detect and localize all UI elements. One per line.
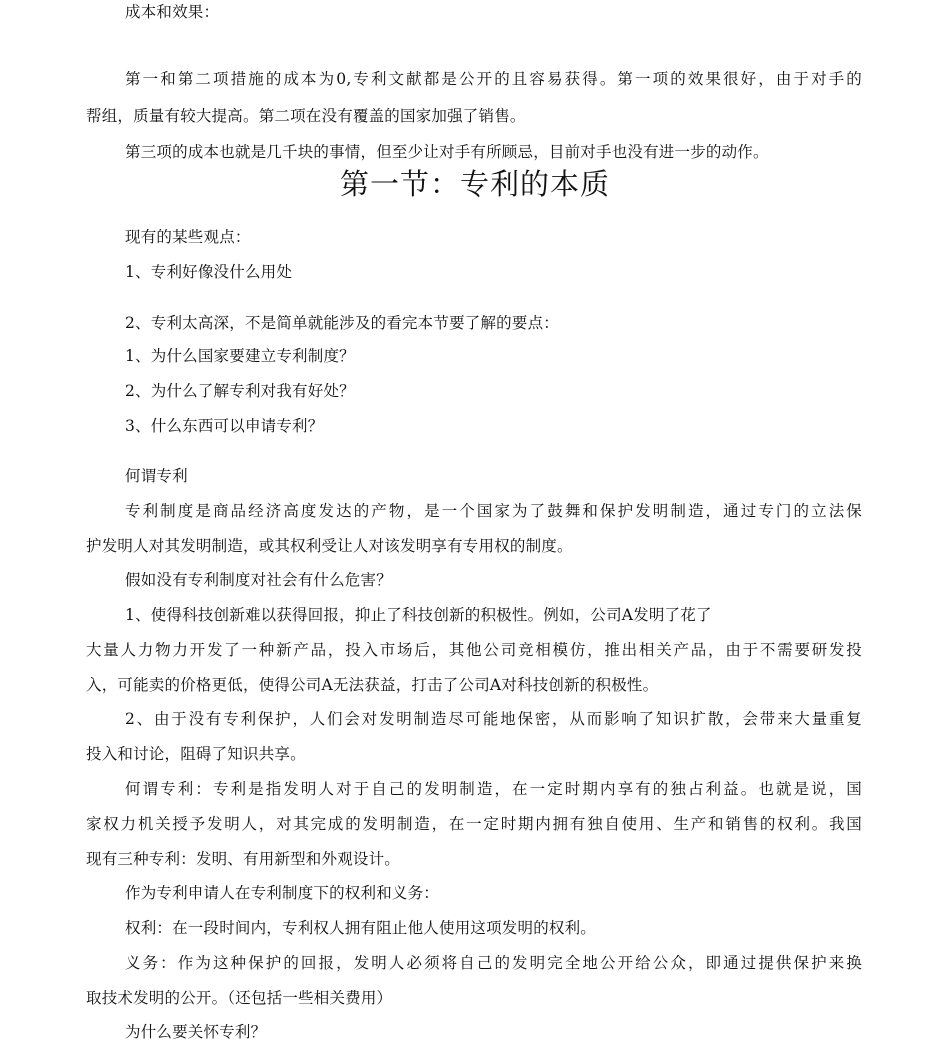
rights-duties-heading: 作为专利申请人在专利制度下的权利和义务： — [125, 884, 440, 902]
harm-item-2-line-2: 投入和讨论，阻碍了知识共享。 — [86, 745, 306, 763]
key-point-1: 1、为什么国家要建立专利制度？ — [125, 347, 355, 365]
duty-line-1: 义务：作为这种保护的回报，发明人必须将自己的发明完全地公开给公众，即通过提供保护来换 — [125, 954, 862, 972]
intro-heading: 成本和效果： — [125, 3, 220, 21]
definition-line-1: 何谓专利：专利是指发明人对于自己的发明制造，在一定时期内享有的独占利益。也就是说，国 — [125, 780, 862, 798]
key-point-3: 3、什么东西可以申请专利？ — [125, 417, 324, 435]
intro-paragraph-1-line-2: 帮组，质量有较大提高。第二项在没有覆盖的国家加强了销售。 — [86, 107, 526, 125]
definition-line-2: 家权力机关授予发明人，对其完成的发明制造，在一定时期内拥有独自使用、生产和销售的权利。我国 — [86, 815, 862, 833]
what-is-patent-heading: 何谓专利 — [125, 467, 188, 485]
intro-paragraph-1-line-1: 第一和第二项措施的成本为0,专利文献都是公开的且容易获得。第一项的效果很好，由于对手的 — [125, 70, 862, 88]
why-care-heading: 为什么要关怀专利？ — [125, 1023, 267, 1041]
harm-item-1-line-2: 大量人力物力开发了一种新产品，投入市场后，其他公司竞相模仿，推出相关产品，由于不需要研发投 — [86, 641, 862, 659]
section-title: 第一节：专利的本质 — [339, 167, 610, 201]
harm-item-2-line-1: 2、由于没有专利保护，人们会对发明制造尽可能地保密，从而影响了知识扩散，会带来大量重复 — [125, 710, 862, 728]
patent-system-line-2: 护发明人对其发明制造，或其权利受让人对该发明享有专用权的制度。 — [86, 537, 573, 555]
duty-line-2: 取技术发明的公开。（还包括一些相关费用） — [86, 989, 393, 1007]
key-point-2: 2、为什么了解专利对我有好处？ — [125, 382, 355, 400]
harm-item-1-line-3: 入，可能卖的价格更低，使得公司A无法获益，打击了公司A对科技创新的积极性。 — [86, 676, 659, 694]
harm-item-1-line-1: 1、使得科技创新难以获得回报，抑止了科技创新的积极性。例如，公司A发明了花了 — [125, 606, 712, 624]
harm-question: 假如没有专利制度对社会有什么危害？ — [125, 571, 392, 589]
intro-paragraph-2: 第三项的成本也就是几千块的事情，但至少让对手有所顾忌，目前对手也没有进一步的动作。 — [125, 143, 769, 161]
patent-system-line-1: 专利制度是商品经济高度发达的产物，是一个国家为了鼓舞和保护发明制造，通过专门的立法保 — [125, 502, 862, 520]
view-item-1: 1、专利好像没什么用处 — [125, 263, 293, 281]
views-heading: 现有的某些观点： — [125, 228, 251, 246]
definition-line-3: 现有三种专利：发明、有用新型和外观设计。 — [86, 850, 401, 868]
view-item-2: 2、专利太高深，不是简单就能涉及的看完本节要了解的要点： — [125, 314, 559, 332]
rights-text: 权利：在一段时间内，专利权人拥有阻止他人使用这项发明的权利。 — [125, 919, 597, 937]
